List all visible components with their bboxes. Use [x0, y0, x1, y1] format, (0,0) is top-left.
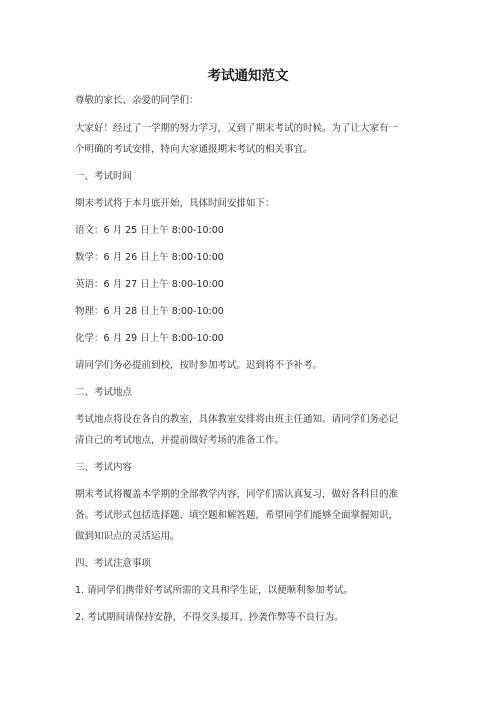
- section-heading-location: 二、考试地点: [75, 387, 133, 398]
- page-title: 考试通知范文: [207, 68, 289, 84]
- section-heading-time: 一、考试时间: [75, 171, 133, 182]
- note-item-2: 2. 考试期间请保持安静，不得交头接耳、抄袭作弊等不良行为。: [75, 612, 344, 623]
- greeting: 尊敬的家长、亲爱的同学们：: [75, 95, 199, 106]
- schedule-item-math: 数学：6 月 26 日上午 8:00-10:00: [75, 252, 224, 263]
- schedule-lead: 期末考试将于本月底开始，具体时间安排如下：: [75, 198, 275, 209]
- content-line-1: 期末考试将覆盖本学期的全部教学内容，同学们需认真复习，做好各科目的准: [75, 489, 399, 500]
- intro-line-2: 个明确的考试安排，特向大家通报期末考试的相关事宜。: [75, 144, 313, 155]
- location-line-1: 考试地点将设在各自的教室，具体教室安排将由班主任通知。请同学们务必记: [75, 414, 399, 425]
- content-line-2: 备。考试形式包括选择题、填空题和解答题，希望同学们能够全面掌握知识，: [75, 510, 399, 521]
- content-line-3: 做到知识点的灵活运用。: [75, 531, 180, 542]
- location-line-2: 清自己的考试地点，并提前做好考场的准备工作。: [75, 435, 285, 446]
- section-heading-notes: 四、考试注意事项: [75, 558, 152, 569]
- schedule-item-english: 英语：6 月 27 日上午 8:00-10:00: [75, 279, 224, 290]
- note-item-1: 1. 请同学们携带好考试所需的文具和学生证，以便顺利参加考试。: [75, 585, 354, 596]
- schedule-item-physics: 物理：6 月 28 日上午 8:00-10:00: [75, 306, 224, 317]
- schedule-item-chemistry: 化学：6 月 29 日上午 8:00-10:00: [75, 333, 224, 344]
- schedule-item-chinese: 语文：6 月 25 日上午 8:00-10:00: [75, 225, 224, 236]
- schedule-note: 请同学们务必提前到校，按时参加考试。迟到将不予补考。: [75, 360, 323, 371]
- section-heading-content: 三、考试内容: [75, 462, 133, 473]
- intro-line-1: 大家好！经过了一学期的努力学习，又到了期末考试的时候。为了让大家有一: [75, 123, 399, 134]
